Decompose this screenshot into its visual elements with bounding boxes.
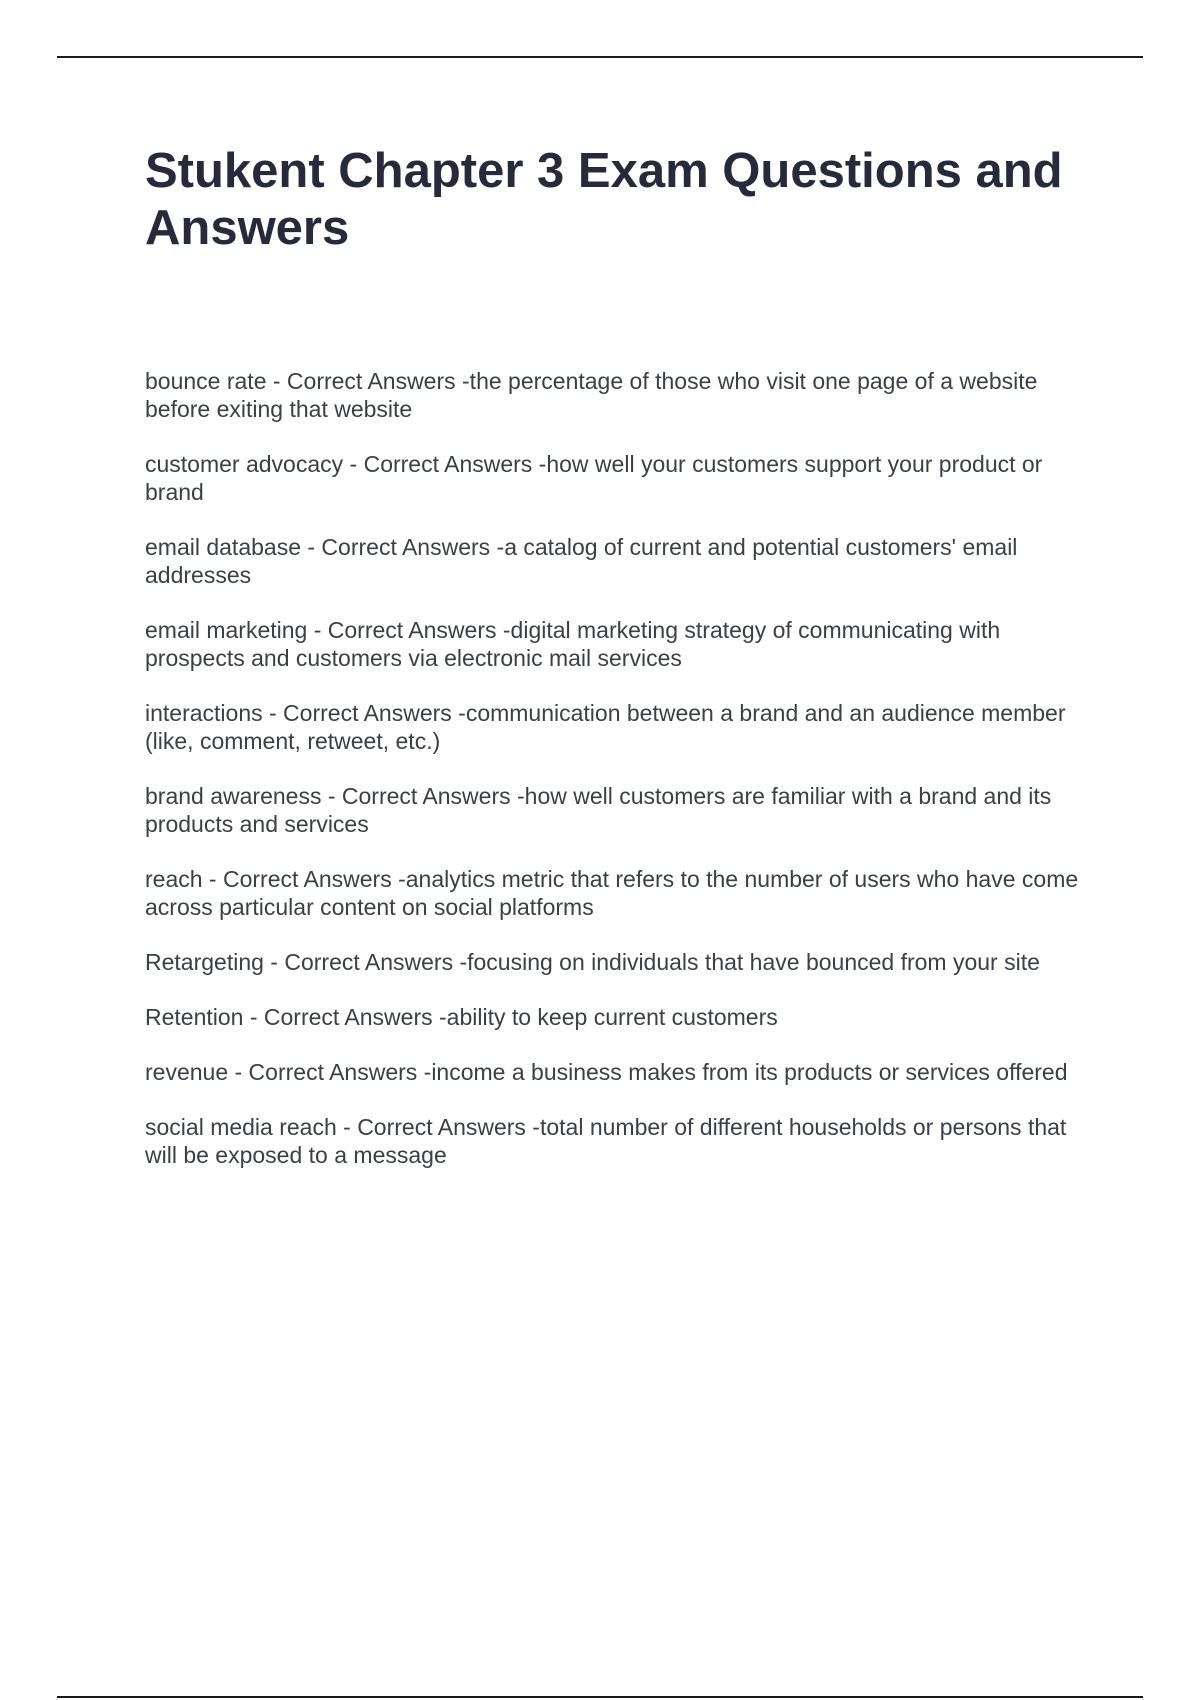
qa-item-revenue: revenue - Correct Answers -income a business makes from its products or services offered [145, 1059, 1068, 1085]
qa-item-brand-awareness: brand awareness - Correct Answers -how well customers are familiar with a brand and its products and services [145, 783, 1052, 837]
qa-item-customer-advocacy: customer advocacy - Correct Answers -how well your customers support your product or brand [145, 451, 1043, 505]
qa-item-email-marketing: email marketing - Correct Answers -digital marketing strategy of communicating with prospects and customers via electronic mail services [145, 617, 1001, 671]
qa-item-interactions: interactions - Correct Answers -communication between a brand and an audience member (like, comment, retweet, etc.) [145, 700, 1066, 754]
qa-item-reach: reach - Correct Answers -analytics metric that refers to the number of users who have come across particular content on social platforms [145, 866, 1079, 920]
qa-item-email-database: email database - Correct Answers -a catalog of current and potential customers' email addresses [145, 534, 1018, 588]
top-divider [57, 56, 1143, 58]
qa-item-social-media-reach: social media reach - Correct Answers -total number of different households or persons that will be exposed to a message [145, 1114, 1067, 1168]
qa-item-retargeting: Retargeting - Correct Answers -focusing on individuals that have bounced from your site [145, 949, 1040, 975]
qa-item-bounce-rate: bounce rate - Correct Answers -the percentage of those who visit one page of a website before exiting that website [145, 368, 1038, 422]
bottom-divider [57, 1696, 1143, 1698]
qa-item-retention: Retention - Correct Answers -ability to keep current customers [145, 1004, 778, 1030]
page-title: Stukent Chapter 3 Exam Questions and Answers [145, 144, 1063, 255]
qa-list [145, 367, 1095, 1196]
